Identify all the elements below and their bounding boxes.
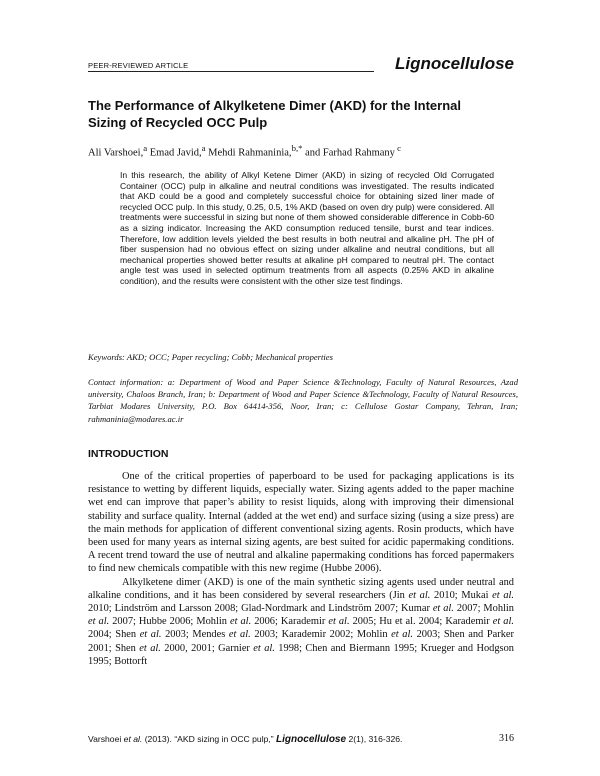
author-1-affiliation: a <box>143 143 148 153</box>
article-type-label: PEER-REVIEWED ARTICLE <box>88 61 189 70</box>
running-header <box>88 48 514 74</box>
page-number: 316 <box>499 733 514 744</box>
intro-paragraph-1: One of the critical properties of paperboard to be used for packaging applications is its resistance to wetting by different liquids, especially water. Sizing agents added to the paper machine wet end can improve that paper’s ability to resist liquids, along with improving their dimensional stability and surface quality. Internal (added at the wet end) and surface sizing (using a size press) are the main methods for application of different conventional sizing agents. Rosin products, which have been used for many years as internal sizing agents, are best suited for acidic papermaking conditions. A recent trend toward the use of neutral and alkaline papermaking conditions has forced papermakers to find new chemicals compatible with this new regime (Hubbe 2006). <box>88 471 514 575</box>
keywords: Keywords: AKD; OCC; Paper recycling; Cobb; Mechanical properties <box>88 352 333 362</box>
section-heading-introduction: INTRODUCTION <box>88 448 169 460</box>
author-list <box>88 143 518 159</box>
author-1: Ali Varshoei, <box>88 147 144 159</box>
author-4-affiliation: c <box>394 143 402 153</box>
author-2-affiliation: a <box>201 143 206 153</box>
intro-paragraph-2: Alkylketene dimer (AKD) is one of the main synthetic sizing agents used under neutral and alkaline conditions, and it has been considered by several researchers (Jin et al. 2010; Mukai et al. 2010; Lindström and Larsson 2008; Glad-Nordmark and Lindström 2007; Kumar et al. 2007; Mohlin et al. 2007; Hubbe 2006; Mohlin et al. 2006; Karademir et al. 2005; Hu et al. 2004; Karademir et al. 2004; Shen et al. 2003; Mendes et al. 2003; Karademir 2002; Mohlin et al. 2003; Shen and Parker 2001; Shen et al. 2000, 2001; Garnier et al. 1998; Chen and Biermann 1995; Krueger and Hodgson 1995; Bottorft <box>88 576 515 667</box>
author-3-affiliation: b,* <box>291 143 303 153</box>
header-rule <box>88 71 374 72</box>
introduction-body <box>88 470 514 668</box>
author-3: Mehdi Rahmaninia, <box>205 147 292 159</box>
author-4: and Farhad Rahmany <box>302 147 395 159</box>
contact-information: Contact information: a: Department of Wood and Paper Science &Technology, Faculty of Natural Resources, Azad university, Chaloos Branch, Iran; b: Department of Wood and Paper Science &Technology, Faculty of Natural Resources, Tarbiat Modares University, P.O. Box 64414-356, Noor, Iran; c: Cellulose Gostar Company, Tehran, Iran; rahmaninia@modares.ac.ir <box>88 377 518 424</box>
title-line-1: The Performance of Alkylketene Dimer (AKD) for the Internal <box>88 98 461 113</box>
citation-footer: Varshoei et al. (2013). “AKD sizing in OCC pulp,” Lignocellulose 2(1), 316-326. <box>88 734 403 745</box>
page-footer <box>88 732 514 746</box>
journal-name: Lignocellulose <box>394 54 514 73</box>
title-line-2: Sizing of Recycled OCC Pulp <box>88 115 268 130</box>
author-2: Emad Javid, <box>147 147 202 159</box>
article-title <box>88 97 518 131</box>
abstract: In this research, the ability of Alkyl Ketene Dimer (AKD) in sizing of recycled Old Corrugated Container (OCC) pulp in alkaline and neutral conditions was investigated. The results indicated that AKD could be a good and completely successful choice for obtaining sized liner made of recycled OCC pulp. In this study, 0.25, 0.5, 1% AKD (based on oven dry pulp) were considered. All treatments were successful in sizing but none of them showed considerable difference in Cobb-60 as a sizing indicator. Increasing the AKD consumption reduced tensile, burst and tear indices. Therefore, low addition levels yielded the best results in both neutral and alkaline pH. The pH of fiber suspension had no obvious effect on sizing under alkaline and neutral conditions, but all mechanical properties showed better results at alkaline pH compared to neutral pH. The contact angle test was used in selected optimum treatments from all aspects (0.25% AKD in alkaline condition), and the results were consistent with the other size test findings. <box>120 170 494 286</box>
